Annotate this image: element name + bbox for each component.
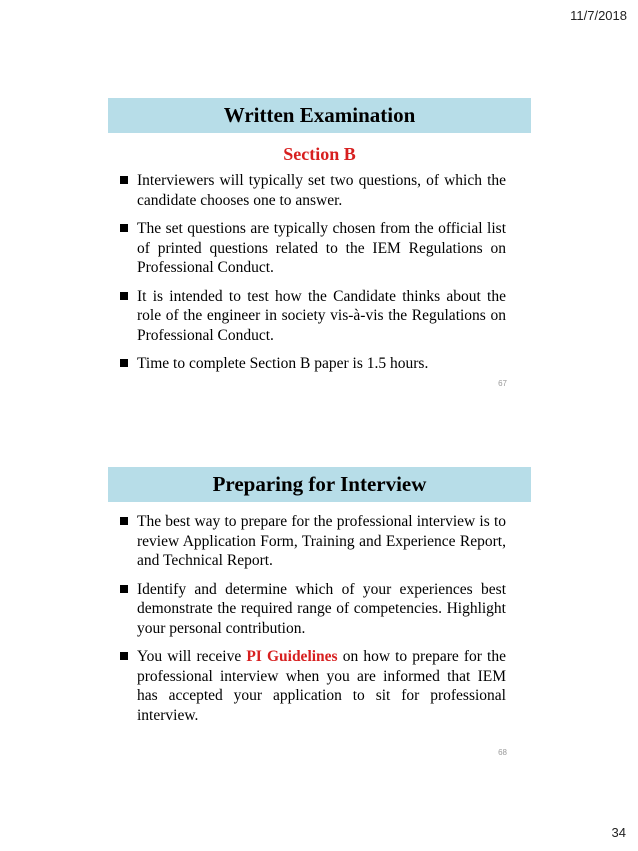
slide-title: Preparing for Interview: [108, 467, 531, 502]
bullet-text-after: on how to prepare for the professional interview when you are informed that IEM has accepted your application to sit for professional interview.: [137, 648, 506, 724]
square-bullet-icon: [120, 224, 128, 232]
slide-written-examination: [108, 98, 531, 396]
list-item: [120, 512, 506, 571]
bullet-list: [108, 512, 531, 725]
slide-preparing-for-interview: [108, 467, 531, 765]
list-item: [120, 219, 506, 278]
slide-number: 67: [498, 379, 507, 388]
list-item: [120, 647, 506, 725]
bullet-text: Time to complete Section B paper is 1.5 hours.: [137, 355, 429, 372]
bullet-text: It is intended to test how the Candidate thinks about the role of the engineer in society vis-à-vis the Regulations on Professional Conduct.: [137, 287, 506, 344]
square-bullet-icon: [120, 292, 128, 300]
square-bullet-icon: [120, 176, 128, 184]
bullet-text: The best way to prepare for the professional interview is to review Application Form, Training and Experience Report, and Technical Report.: [137, 513, 506, 569]
pi-guidelines-highlight: PI Guidelines: [246, 648, 338, 665]
slide-title: Written Examination: [108, 98, 531, 133]
print-date: 11/7/2018: [570, 8, 627, 23]
bullet-text: Identify and determine which of your experiences best demonstrate the required range of competencies. Highlight your personal contribution.: [137, 580, 506, 637]
list-item: [120, 287, 506, 346]
bullet-text-before: You will receive: [137, 648, 247, 665]
section-heading: Section B: [283, 144, 356, 164]
square-bullet-icon: [120, 585, 128, 593]
bullet-text: Interviewers will typically set two questions, of which the candidate chooses one to answer.: [137, 172, 506, 209]
bullet-text: [137, 647, 506, 725]
bullet-list: [108, 171, 531, 374]
bullet-text: The set questions are typically chosen from the official list of printed questions related to the IEM Regulations on Professional Conduct.: [137, 220, 506, 276]
slide-number: 68: [498, 748, 507, 757]
page-number: 34: [611, 825, 626, 840]
square-bullet-icon: [120, 652, 128, 660]
list-item: [120, 354, 506, 374]
list-item: [120, 580, 506, 639]
list-item: [120, 171, 506, 210]
square-bullet-icon: [120, 359, 128, 367]
square-bullet-icon: [120, 517, 128, 525]
